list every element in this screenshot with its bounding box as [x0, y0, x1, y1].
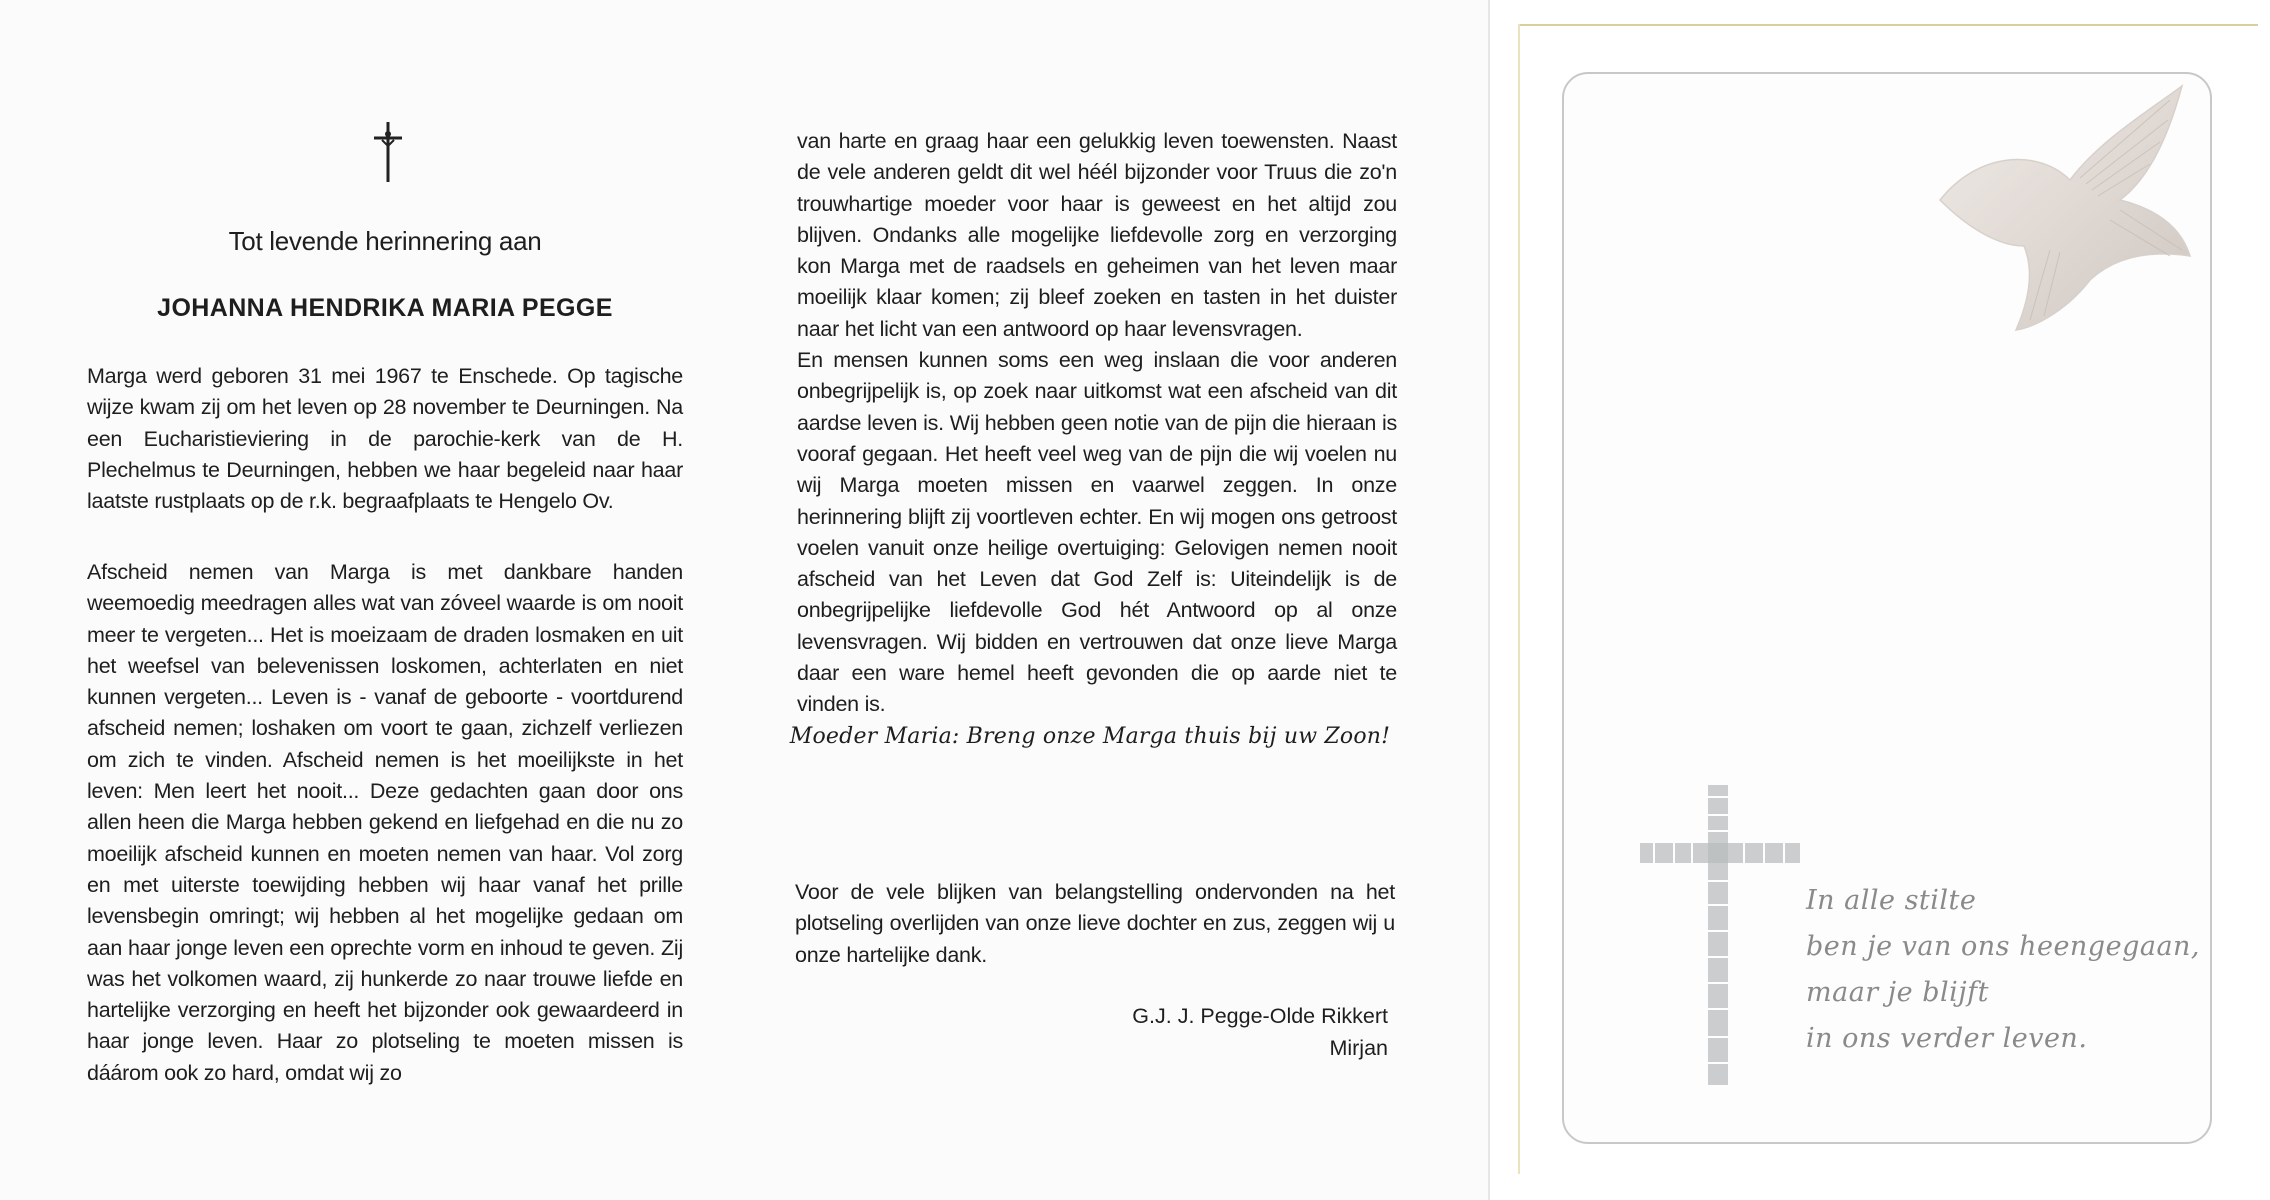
signature-parents: G.J. J. Pegge-Olde Rikkert	[1132, 1004, 1388, 1028]
reflection-paragraph-2: En mensen kunnen soms een weg inslaan die voor anderen onbegrijpelijk is, op zoek naar uitkomst wat een afscheid van dit aardse leven is. Wij hebben geen notie van de pijn die hieraan is vooraf gegaan. Het heeft veel weg van de pijn die wij voelen nu wij Marga moeten missen en vaarwel zeggen. In onze herinnering blijft zij voortleven echter. En wij mogen ons getroost voelen vanuit onze heilige overtuiging: Gelovigen nemen nooit afscheid van het Leven dat God Zelf is: Uiteindelijk is de onbegrijpelijke liefdevolle God hét Antwoord op al onze levensvragen. Wij bidden en vertrouwen dat onze lieve Marga daar een ware hemel heeft gevonden die op aarde niet te vinden is.	[797, 348, 1397, 717]
deceased-name: JOHANNA HENDRIKA MARIA PEGGE	[157, 294, 613, 322]
card-top-edge	[1518, 24, 2258, 26]
prayer-quote: Moeder Maria: Breng onze Marga thuis bij uw Zoon!	[789, 724, 1391, 749]
intro-text: Tot levende herinnering aan	[228, 226, 542, 256]
dove-icon	[1920, 80, 2200, 340]
farewell-paragraph: Afscheid nemen van Marga is met dankbare handen weemoedig meedragen alles wat van zóveel waarde is om nooit meer te vergeten... Het is moeizaam de draden losmaken en uit het weefsel van belevenissen loskomen, achterlaten en niet kunnen vergeten... Leven is - vanaf de geboorte - voortdurend afscheid nemen; loshaken om voort te gaan, zichzelf verliezen om zich te vinden. Afscheid nemen is het moeilijkste in het leven: Men leert het nooit... Deze gedachten gaan door ons allen heen die Marga hebben gekend en liefgehad en die nu zo moeilijk afscheid kunnen en moeten nemen van haar. Vol zorg en met uiterste toewijding hebben wij haar vanaf het prille levensbegin omringt; wij hebben al het mogelijke gedaan om aan haar jonge leven een oprechte vorm en inhoud te geven. Zij was het volkomen waard, zij hunkerde zo naar trouwe liefde en hartelijke verzorging en heeft het bijzonder ook gewaardeerd in haar jonge leven. Haar zo plotseling te moeten missen is dáárom ook zo hard, omdat wij zo	[87, 560, 683, 1085]
reflection-paragraph-1: van harte en graag haar een gelukkig leven toewensten. Naast de vele anderen geldt dit wel héél bijzonder voor Truus die zo'n trouwhartige moeder voor haar is geweest en het altijd zou blijven. Ondanks alle mogelijke liefdevolle zorg en verzorging kon Marga met de raadsels en geheimen van het leven maar moeilijk klaar komen; zij bleef zoeken en tasten in het duister naar het licht van een antwoord op haar levensvragen.	[797, 129, 1397, 341]
crucifix-icon	[368, 120, 408, 184]
poem-line-1: In alle stilte	[1806, 885, 1977, 916]
card-left-edge	[1518, 24, 1520, 1174]
memorial-poem	[1806, 878, 2216, 1062]
woven-cross-icon	[1640, 785, 1800, 1085]
signature-sibling: Mirjan	[1329, 1036, 1388, 1060]
poem-line-3: maar je blijft	[1806, 977, 1989, 1008]
biography-paragraph: Marga werd geboren 31 mei 1967 te Enschede. Op tagische wijze kwam zij om het leven op 28 november te Deurningen. Na een Eucharistieviering in de parochie-kerk van de H. Plechelmus te Deurningen, hebben we haar begeleid naar haar laatste rustplaats op de r.k. begraafplaats te Hengelo Ov.	[87, 364, 683, 514]
reflection-block	[797, 126, 1397, 721]
poem-line-4: in ons verder leven.	[1806, 1023, 2088, 1054]
thanks-paragraph: Voor de vele blijken van belangstelling ondervonden na het plotseling overlijden van onze lieve dochter en zus, zeggen wij u onze hartelijke dank.	[795, 880, 1395, 967]
poem-line-2: ben je van ons heengegaan,	[1806, 931, 2201, 962]
